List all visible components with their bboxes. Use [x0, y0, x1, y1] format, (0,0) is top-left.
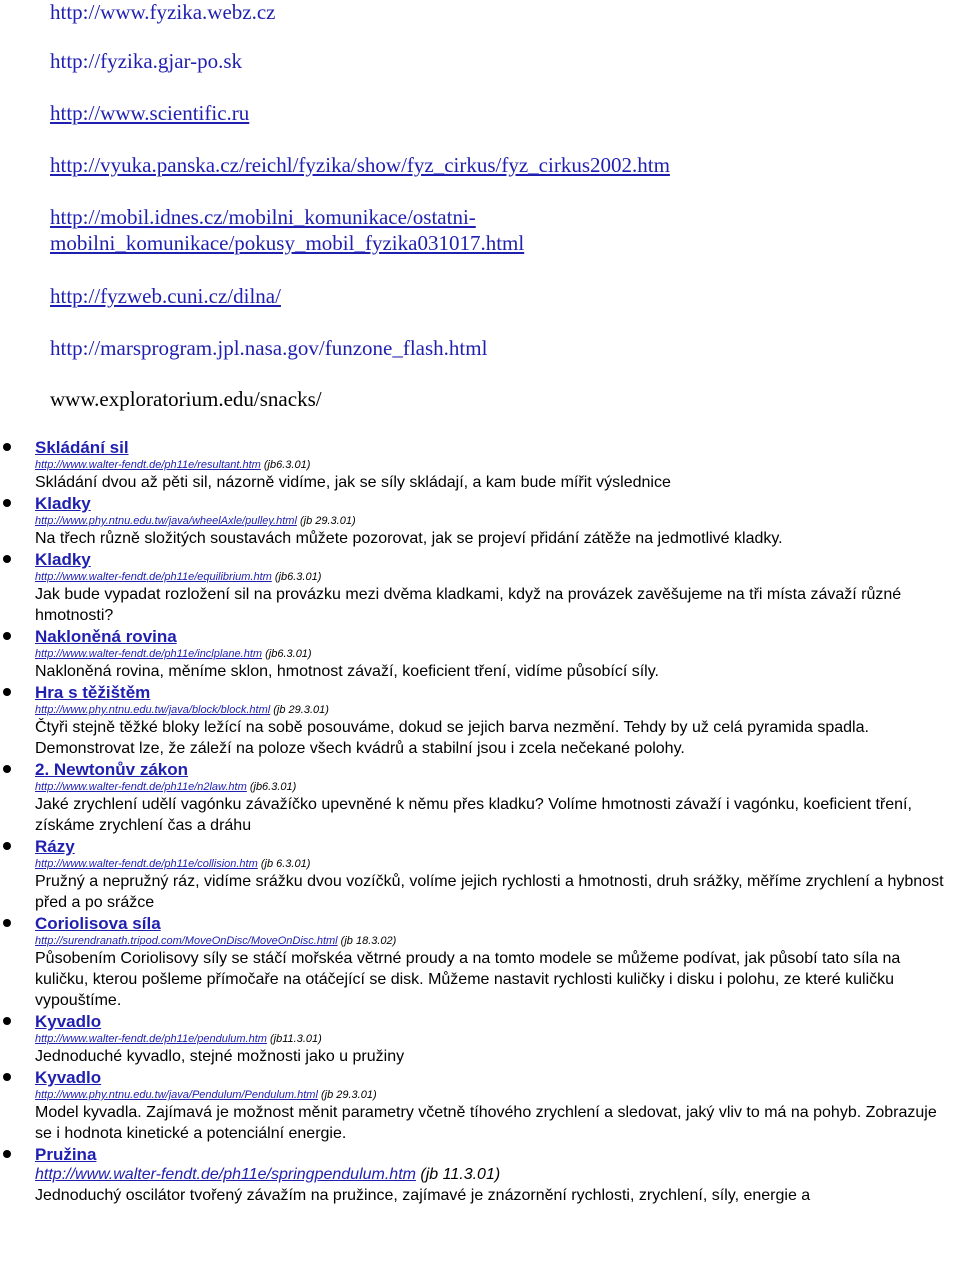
list-item [0, 913, 960, 1011]
item-note: (jb6.3.01) [260, 459, 311, 471]
item-title[interactable]: Kladky [35, 550, 91, 569]
list-item [0, 836, 960, 913]
item-title[interactable]: Hra s těžištěm [35, 683, 151, 702]
bullet-icon [3, 919, 11, 927]
item-source [35, 1088, 954, 1102]
item-url[interactable]: http://www.walter-fendt.de/ph11e/inclplane.htm [35, 648, 263, 660]
item-title[interactable]: Nakloněná rovina [35, 627, 177, 646]
link-exploratorium[interactable]: www.exploratorium.edu/snacks/ [50, 387, 322, 411]
item-title[interactable]: Kyvadlo [35, 1012, 102, 1031]
list-item [0, 1144, 960, 1206]
bullet-icon [3, 842, 11, 850]
item-url[interactable]: http://www.walter-fendt.de/ph11e/springpendulum.htm [35, 1166, 416, 1183]
item-description: Nakloněná rovina, měníme sklon, hmotnost závaží, koeficient tření, vidíme působící síly. [35, 663, 659, 680]
item-source [35, 780, 954, 794]
item-note: (jb6.3.01) [271, 571, 322, 583]
bullet-icon [3, 632, 11, 640]
item-url[interactable]: http://www.walter-fendt.de/ph11e/resultant.htm [35, 459, 261, 471]
list-item [0, 1067, 960, 1144]
item-url[interactable]: http://surendranath.tripod.com/MoveOnDisc/MoveOnDisc.html [35, 935, 338, 947]
item-title[interactable]: Pružina [35, 1145, 97, 1164]
list-item [0, 437, 960, 493]
item-description: Skládání dvou až pěti sil, názorně vidíme, jak se síly skládají, a kam bude mířit výslednice [35, 474, 671, 491]
link-mobil-idnes-line1[interactable]: http://mobil.idnes.cz/mobilni_komunikace/ostatni- [50, 205, 476, 229]
item-description: Jednoduché kyvadlo, stejné možnosti jako u pružiny [35, 1048, 405, 1065]
item-source [35, 514, 954, 528]
item-url[interactable]: http://www.walter-fendt.de/ph11e/collision.htm [35, 858, 258, 870]
item-description: Jednoduchý oscilátor tvořený závažím na pružince, zajímavé je znázornění rychlosti, zrychlení, síly, energie a [35, 1187, 811, 1204]
item-title[interactable]: Rázy [35, 837, 75, 856]
item-url[interactable]: http://www.phy.ntnu.edu.tw/java/wheelAxle/pulley.html [35, 515, 297, 527]
link-fyzika-gjar[interactable]: http://fyzika.gjar-po.sk [50, 49, 243, 73]
item-description: Pružný a nepružný ráz, vidíme srážku dvou vozíčků, volíme jejich rychlosti a hmotnosti, druh srážky, měříme zrychlení a hybnost před a po srážce [35, 873, 944, 911]
item-source [35, 647, 954, 661]
bullet-icon [3, 443, 11, 451]
item-description: Na třech různě složitých soustavách můžete pozorovat, jak se projeví přidání zátěže na jedmotlivé kladky. [35, 530, 783, 547]
link-fyzika-webz[interactable]: http://www.fyzika.webz.cz [50, 0, 276, 24]
item-source [35, 703, 954, 717]
item-title[interactable]: Coriolisova síla [35, 914, 161, 933]
item-description: Působením Coriolisovy síly se stáčí mořskéa větrné proudy a na tomto modele se můžeme podívat, jak působí tato síla na kuličku, kterou pošleme přímočaře na otáčející se disk. Můžeme nastavit rychlosti kuličky i disku i polohu, ze které kuličku vypouštíme. [35, 950, 901, 1009]
item-source [35, 1032, 954, 1046]
link-mobil-idnes-line2[interactable]: mobilni_komunikace/pokusy_mobil_fyzika031017.html [50, 231, 525, 255]
bullet-icon [3, 499, 11, 507]
applet-list [0, 437, 960, 1206]
item-title[interactable]: 2. Newtonův zákon [35, 760, 189, 779]
list-item [0, 1011, 960, 1067]
link-vyuka-panska[interactable]: http://vyuka.panska.cz/reichl/fyzika/show/fyz_cirkus/fyz_cirkus2002.htm [50, 153, 670, 177]
bullet-icon [3, 1073, 11, 1081]
item-note: (jb 11.3.01) [415, 1166, 501, 1183]
link-scientific[interactable]: http://www.scientific.ru [50, 101, 250, 125]
item-source [35, 934, 954, 948]
item-url[interactable]: http://www.phy.ntnu.edu.tw/java/block/block.html [35, 704, 271, 716]
item-source [35, 1165, 954, 1185]
item-note: (jb 18.3.02) [337, 935, 397, 947]
bullet-icon [3, 555, 11, 563]
item-title[interactable]: Skládání sil [35, 438, 129, 457]
list-item [0, 682, 960, 759]
item-title[interactable]: Kyvadlo [35, 1068, 102, 1087]
item-source [35, 570, 954, 584]
item-note: (jb 29.3.01) [317, 1089, 377, 1101]
list-item [0, 493, 960, 549]
item-note: (jb11.3.01) [266, 1033, 322, 1045]
item-url[interactable]: http://www.phy.ntnu.edu.tw/java/Pendulum/Pendulum.html [35, 1089, 318, 1101]
list-item [0, 549, 960, 626]
item-description: Model kyvadla. Zajímavá je možnost měnit parametry včetně tíhového zrychlení a sledovat, jaký vliv to má na pohyb. Zobrazuje se i hodnota kinetické a potenciální energie. [35, 1104, 937, 1142]
bullet-icon [3, 1150, 11, 1158]
item-description: Jak bude vypadat rozložení sil na provázku mezi dvěma kladkami, když na provázek zavěšujeme na tři místa závaží různé hmotnosti? [35, 586, 902, 624]
item-source [35, 857, 954, 871]
item-note: (jb6.3.01) [246, 781, 297, 793]
item-description: Čtyři stejně těžké bloky ležící na sobě posouváme, dokud se jejich barva nezmění. Tehdy by už celá pyramida spadla. Demonstrovat lze, že záleží na poloze všech kvádrů a stabilní jsou i zcela nečekané polohy. [35, 719, 869, 757]
item-url[interactable]: http://www.walter-fendt.de/ph11e/equilibrium.htm [35, 571, 272, 583]
item-source [35, 458, 954, 472]
item-note: (jb6.3.01) [262, 648, 312, 660]
list-item [0, 626, 960, 682]
item-note: (jb 6.3.01) [257, 858, 311, 870]
link-fyzweb[interactable]: http://fyzweb.cuni.cz/dilna/ [50, 284, 281, 308]
item-title[interactable]: Kladky [35, 494, 91, 513]
item-note: (jb 29.3.01) [296, 515, 356, 527]
bullet-icon [3, 688, 11, 696]
item-url[interactable]: http://www.walter-fendt.de/ph11e/pendulum.htm [35, 1033, 267, 1045]
item-note: (jb 29.3.01) [270, 704, 329, 716]
list-item [0, 759, 960, 836]
link-marsprogram[interactable]: http://marsprogram.jpl.nasa.gov/funzone_flash.html [50, 336, 488, 360]
item-description: Jaké zrychlení udělí vagónku závažíčko upevněné k němu přes kladku? Volíme hmotnosti závaží i vagónku, koeficient tření, získáme zrychlení čas a dráhu [35, 796, 912, 834]
bullet-icon [3, 765, 11, 773]
bullet-icon [3, 1017, 11, 1025]
item-url[interactable]: http://www.walter-fendt.de/ph11e/n2law.htm [35, 781, 247, 793]
